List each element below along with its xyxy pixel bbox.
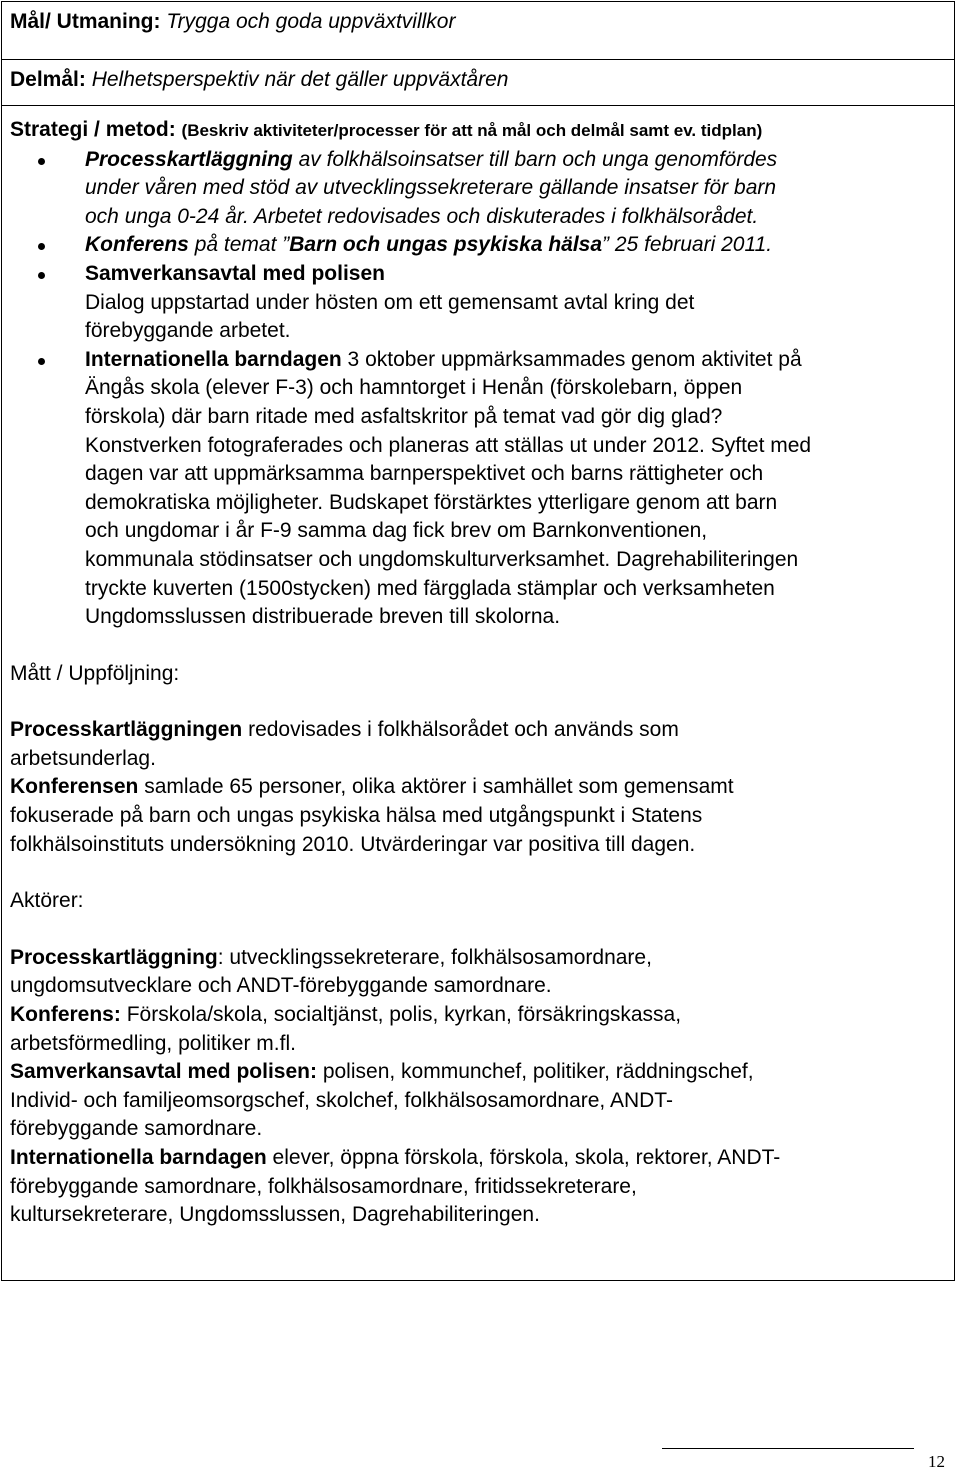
paragraph-title: Processkartläggningen [10,718,243,742]
bullet-text: 3 oktober uppmärksammades genom aktivitet på [341,347,802,371]
bullet-title: Konferens [85,233,189,257]
bullet-icon [38,272,45,279]
paragraph-text: Förskola/skola, socialtjänst, polis, kyrkan, försäkringskassa, [120,1003,682,1027]
paragraph-text: : utvecklingssekreterare, folkhälsosamordnare, [217,945,652,969]
paragraph-text: polisen, kommunchef, politiker, räddningschef, [316,1060,754,1084]
bullet-title: Samverkansavtal med polisen [85,261,385,285]
bullet-text: demokratiska möjligheter. Budskapet förstärktes ytterligare genom att barn [85,490,778,514]
paragraph-text: förebyggande samordnare. [10,1117,263,1141]
bullet-text: och unga 0-24 år. Arbetet redovisades och diskuterades i folkhälsorådet. [85,204,759,228]
bullet-text: tryckte kuverten (1500stycken) med färgglada stämplar och verksamheten [85,576,775,600]
bullet-icon [38,158,45,165]
bullet-text: på temat ” [188,233,290,257]
list-item [10,260,954,346]
bullet-text: förskola) där barn ritade med asfaltskritor på temat vad gör dig glad? [85,404,723,428]
strategy-label: Strategi / metod: [10,118,176,141]
bullet-title: Internationella barndagen [85,347,342,371]
bullet-text: och ungdomar i år F-9 samma dag fick brev om Barnkonventionen, [85,519,708,543]
paragraph-text: elever, öppna förskola, förskola, skola, rektorer, ANDT- [266,1146,781,1169]
bullet-title: Processkartläggning [85,147,293,171]
paragraph-title: Samverkansavtal med polisen: [10,1060,317,1084]
bullet-text: Ängås skola (elever F-3) och hamntorget i Henån (förskolebarn, öppen [85,376,743,400]
strategy-list [10,146,954,632]
strategy-row [2,106,954,1280]
paragraph-title: Processkartläggning [10,945,218,969]
bullet-text: kommunala stödinsatser och ungdomskulturverksamhet. Dagrehabiliteringen [85,547,799,571]
bullet-text: ” 25 februari 2011. [602,233,773,257]
actors-label: Aktörer: [10,889,84,913]
goal-text: Trygga och goda uppväxtvillkor [166,10,456,33]
bullet-text: förebyggande arbetet. [85,319,291,343]
paragraph-text: kultursekreterare, Ungdomsslussen, Dagrehabiliteringen. [10,1203,540,1227]
page-number: 12 [928,1452,945,1471]
list-item [10,231,954,260]
subgoal-label: Delmål: [10,68,86,91]
strategy-note: (Beskriv aktiviteter/processer för att nå mål och delmål samt ev. tidplan) [181,121,763,140]
bullet-text: Dialog uppstartad under hösten om ett gemensamt avtal kring det [85,290,695,314]
bullet-icon [38,243,45,250]
paragraph-text: arbetsförmedling, politiker m.fl. [10,1031,296,1055]
paragraph-title: Konferens: [10,1003,121,1027]
paragraph-text: folkhälsoinstituts undersökning 2010. Utvärderingar var positiva till dagen. [10,832,696,856]
measure-label: Mått / Uppföljning: [10,661,180,685]
goal-row [2,2,954,60]
footer-divider [662,1448,914,1449]
paragraph-text: redovisades i folkhälsorådet och används som [242,718,679,742]
bullet-icon [38,358,45,365]
paragraph-text: samlade 65 personer, olika aktörer i samhället som gemensamt [138,775,734,799]
bullet-text: under våren med stöd av utvecklingssekreterare gällande insatser för barn [85,176,777,200]
bullet-text: av folkhälsoinsatser till barn och unga genomfördes [292,147,778,171]
bullet-text: Konstverken fotograferades och planeras att ställas ut under 2012. Syftet med [85,433,812,457]
document-table [1,1,955,1281]
paragraph-text: Individ- och familjeomsorgschef, skolchef, folkhälsosamordnare, ANDT- [10,1088,673,1112]
paragraph-text: ungdomsutvecklare och ANDT-förebyggande samordnare. [10,974,552,998]
subgoal-row [2,60,954,106]
paragraph-title: Konferensen [10,775,139,799]
bullet-title: Barn och ungas psykiska hälsa [289,233,603,257]
paragraph-text: förebyggande samordnare, folkhälsosamordnare, fritidssekreterare, [10,1174,637,1198]
goal-label: Mål/ Utmaning: [10,10,161,33]
bullet-text: dagen var att uppmärksamma barnperspektivet och barns rättigheter och [85,462,764,486]
paragraph-text: arbetsunderlag. [10,746,156,770]
subgoal-text: Helhetsperspektiv när det gäller uppväxtåren [91,68,509,91]
paragraph-text: fokuserade på barn och ungas psykiska hälsa med utgångspunkt i Statens [10,804,703,828]
list-item [10,146,954,232]
bullet-text: Ungdomsslussen distribuerade breven till skolorna. [85,605,561,629]
list-item [10,346,954,632]
paragraph-title: Internationella barndagen [10,1146,267,1169]
